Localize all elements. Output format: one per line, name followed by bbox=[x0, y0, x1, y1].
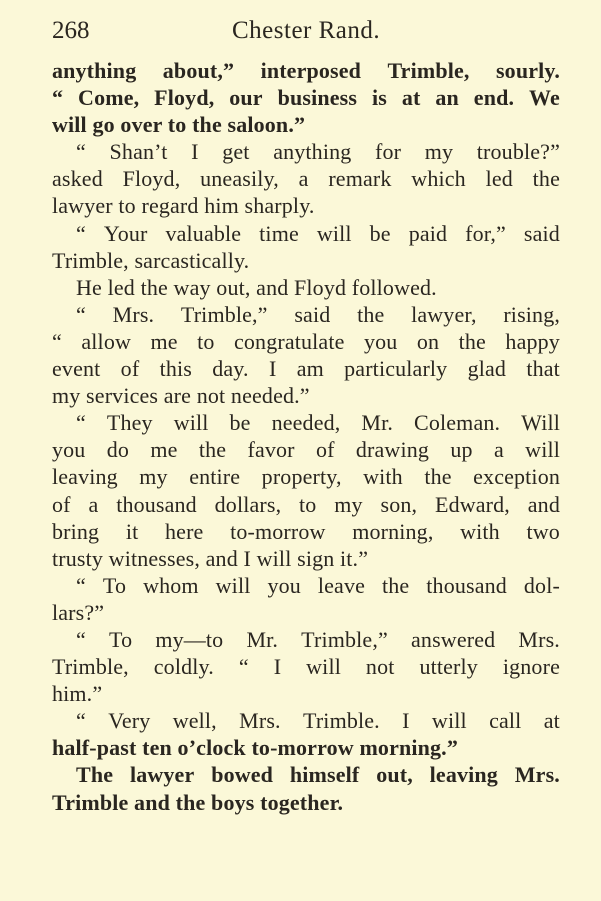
page-number: 268 bbox=[52, 17, 90, 44]
body-text bbox=[52, 57, 560, 816]
text-line: “ To my—to Mr. Trimble,” answered Mrs. bbox=[76, 626, 560, 652]
text-line: Trimble, coldly. “ I will not utterly ignore bbox=[52, 654, 560, 680]
text-line: “ Your valuable time will be paid for,” said bbox=[76, 220, 560, 246]
text-line: leaving my entire property, with the exception bbox=[52, 464, 560, 490]
text-line: bring it here to-morrow morning, with two bbox=[52, 518, 560, 544]
text-line: trusty witnesses, and I will sign it.” bbox=[52, 545, 369, 571]
text-line: “ Come, Floyd, our business is at an end. We bbox=[52, 85, 560, 111]
text-line: “ Shan’t I get anything for my trouble?” bbox=[76, 139, 560, 165]
text-line: “ To whom will you leave the thousand dol- bbox=[76, 572, 560, 598]
text-line: him.” bbox=[52, 681, 103, 707]
text-line: asked Floyd, uneasily, a remark which led the bbox=[52, 166, 560, 192]
text-line: The lawyer bowed himself out, leaving Mrs. bbox=[76, 762, 560, 788]
text-line: “ Very well, Mrs. Trimble. I will call at bbox=[76, 708, 560, 734]
text-line: you do me the favor of drawing up a will bbox=[52, 437, 560, 463]
text-line: of a thousand dollars, to my son, Edward, and bbox=[52, 491, 560, 517]
running-title: Chester Rand. bbox=[232, 17, 381, 44]
text-line: half-past ten o’clock to-morrow morning.” bbox=[52, 735, 458, 761]
text-line: anything about,” interposed Trimble, sourly. bbox=[52, 58, 560, 83]
text-line: “ allow me to congratulate you on the happy bbox=[52, 328, 560, 354]
text-line: “ They will be needed, Mr. Coleman. Will bbox=[76, 410, 560, 436]
text-line: “ Mrs. Trimble,” said the lawyer, rising, bbox=[76, 301, 560, 327]
text-line: lars?” bbox=[52, 599, 105, 625]
text-line: Trimble and the boys together. bbox=[52, 789, 344, 815]
page-header bbox=[52, 14, 560, 48]
text-line: lawyer to regard him sharply. bbox=[52, 193, 315, 219]
text-line: my services are not needed.” bbox=[52, 383, 310, 409]
text-line: Trimble, sarcastically. bbox=[52, 247, 250, 273]
text-line: event of this day. I am particularly glad that bbox=[52, 356, 560, 382]
text-line: will go over to the saloon.” bbox=[52, 112, 306, 138]
text-line: He led the way out, and Floyd followed. bbox=[76, 274, 437, 300]
